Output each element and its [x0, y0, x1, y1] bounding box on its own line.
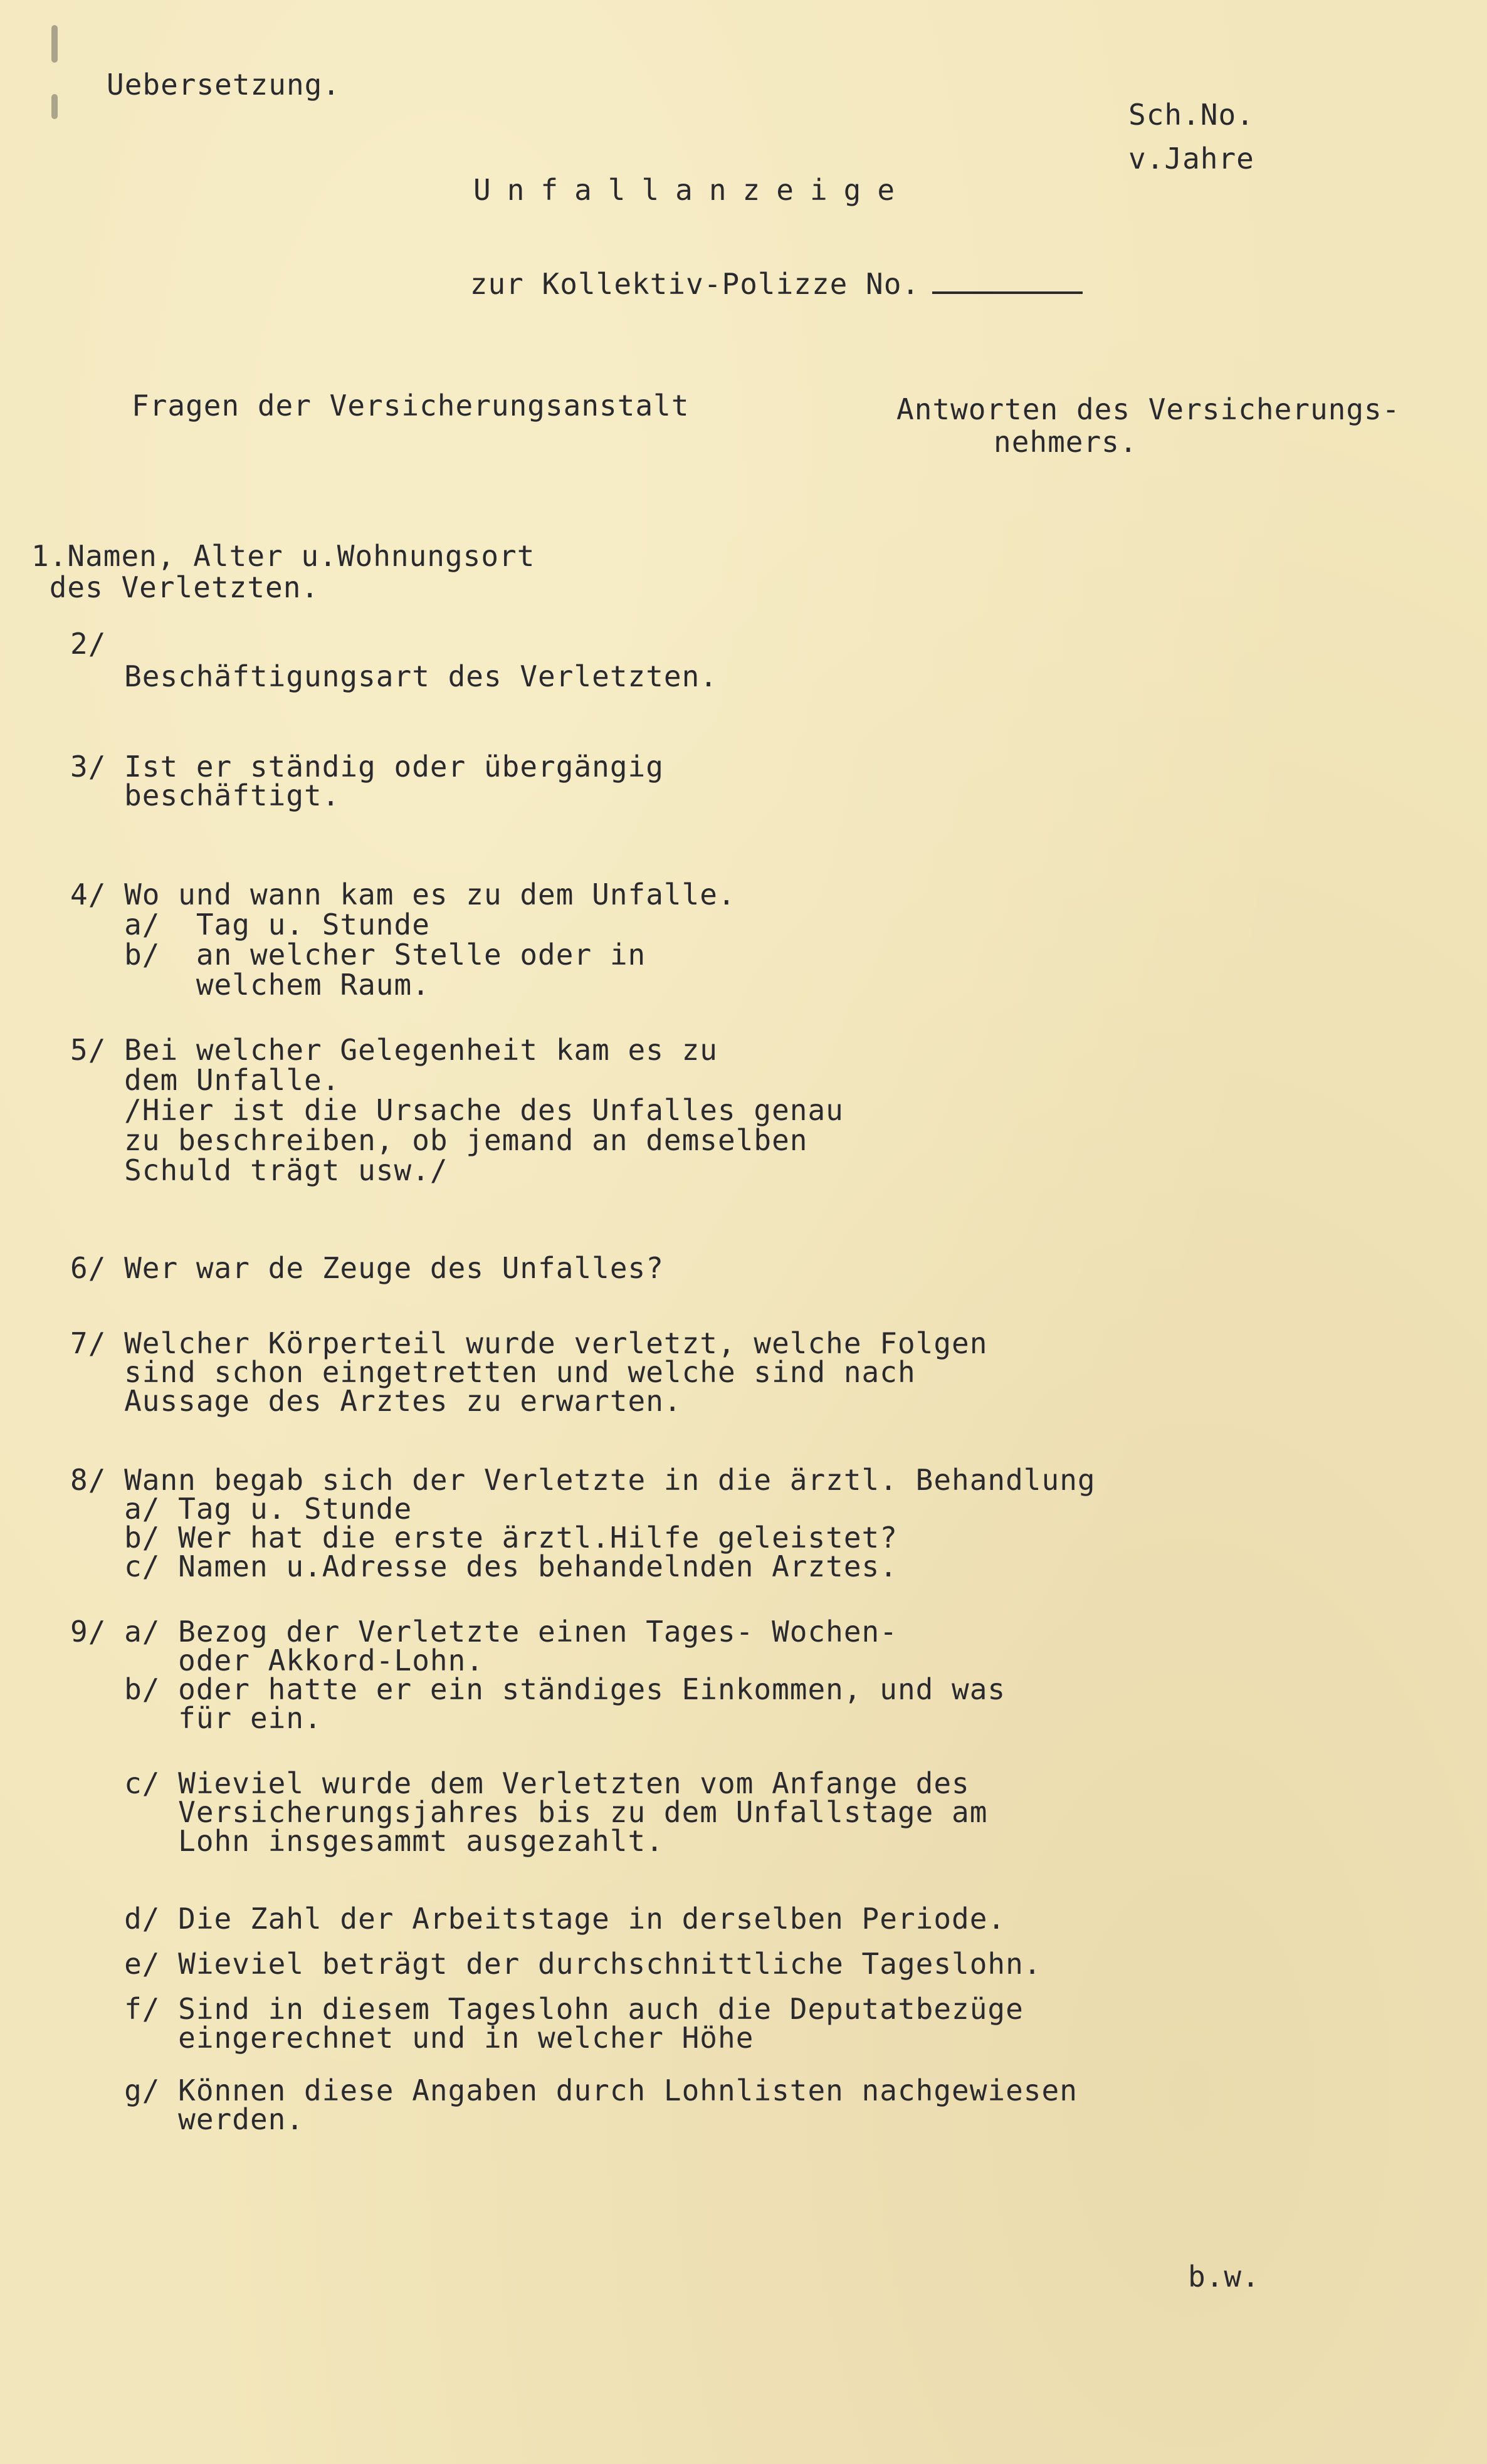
document-title: Unfallanzeige	[473, 173, 912, 207]
question-10-line-3: Lohn insgesammt ausgezahlt.	[70, 1824, 664, 1858]
sch-no-label: Sch.No.	[1128, 98, 1254, 132]
question-4-line-1: 4/ Wo und wann kam es zu dem Unfalle.	[70, 878, 736, 911]
translation-note: Uebersetzung.	[107, 68, 341, 102]
question-1-line-1: 1.Namen, Alter u.Wohnungsort	[31, 539, 535, 573]
question-4-line-4: welchem Raum.	[70, 968, 430, 1002]
question-4-line-2: a/ Tag u. Stunde	[70, 908, 430, 941]
question-8-line-3: b/ Wer hat die erste ärztl.Hilfe geleistet?	[70, 1521, 898, 1554]
question-9-line-4: für ein.	[70, 1701, 322, 1735]
subtitle: zur Kollektiv-Polizze No.	[470, 267, 920, 301]
left-column-heading: Fragen der Versicherungsanstalt	[132, 389, 690, 422]
question-6-line-1: 6/ Wer war de Zeuge des Unfalles?	[70, 1251, 664, 1285]
v-jahre-label: v.Jahre	[1128, 142, 1254, 176]
question-3-line-1: 3/ Ist er ständig oder übergängig	[70, 750, 664, 784]
question-14-line-2: werden.	[70, 2102, 305, 2136]
question-13-line-2: eingerechnet und in welcher Höhe	[70, 2021, 754, 2055]
question-8-line-2: a/ Tag u. Stunde	[70, 1492, 412, 1526]
question-13-line-1: f/ Sind in diesem Tageslohn auch die Deputatbezüge	[70, 1992, 1024, 2026]
question-5-line-4: zu beschreiben, ob jemand an demselben	[70, 1123, 808, 1157]
question-9-line-1: 9/ a/ Bezog der Verletzte einen Tages- Wochen-	[70, 1615, 898, 1649]
question-7-line-2: sind schon eingetretten und welche sind nach	[70, 1355, 916, 1389]
question-3-line-2: beschäftigt.	[70, 779, 340, 812]
subtitle-row	[398, 237, 1083, 331]
question-10-line-1: c/ Wieviel wurde dem Verletzten vom Anfange des	[70, 1766, 970, 1800]
punch-hole-top	[51, 25, 58, 63]
punch-hole-bottom	[51, 94, 58, 119]
right-column-heading-line1: Antworten des Versicherungs-	[896, 392, 1400, 426]
question-10-line-2: Versicherungsjahres bis zu dem Unfallstage am	[70, 1795, 988, 1829]
question-5-line-5: Schuld trägt usw./	[70, 1153, 448, 1187]
question-9-line-2: oder Akkord-Lohn.	[70, 1644, 484, 1677]
question-2-line-2: Beschäftigungsart des Verletzten.	[70, 659, 718, 693]
question-12-line-1: e/ Wieviel beträgt der durchschnittliche Tageslohn.	[70, 1947, 1042, 1981]
question-7-line-3: Aussage des Arztes zu erwarten.	[70, 1384, 682, 1418]
question-5-line-2: dem Unfalle.	[70, 1063, 340, 1097]
question-8-line-4: c/ Namen u.Adresse des behandelnden Arztes.	[70, 1549, 898, 1583]
question-8-line-1: 8/ Wann begab sich der Verletzte in die ärztl. Behandlung	[70, 1463, 1096, 1497]
question-5-line-1: 5/ Bei welcher Gelegenheit kam es zu	[70, 1033, 718, 1067]
bitte-wenden-note: b.w.	[1188, 2260, 1260, 2294]
policy-number-blank	[932, 286, 1083, 294]
question-11-line-1: d/ Die Zahl der Arbeitstage in derselben Periode.	[70, 1902, 1006, 1936]
right-column-heading-line2: nehmers.	[994, 425, 1138, 459]
question-14-line-1: g/ Können diese Angaben durch Lohnlisten nachgewiesen	[70, 2073, 1078, 2107]
question-4-line-3: b/ an welcher Stelle oder in	[70, 938, 646, 972]
question-5-line-3: /Hier ist die Ursache des Unfalles genau	[70, 1093, 844, 1127]
question-7-line-1: 7/ Welcher Körperteil wurde verletzt, welche Folgen	[70, 1326, 988, 1360]
question-2-line-1: 2/	[70, 627, 107, 661]
question-9-line-3: b/ oder hatte er ein ständiges Einkommen, und was	[70, 1672, 1006, 1706]
question-1-line-2: des Verletzten.	[31, 570, 320, 604]
